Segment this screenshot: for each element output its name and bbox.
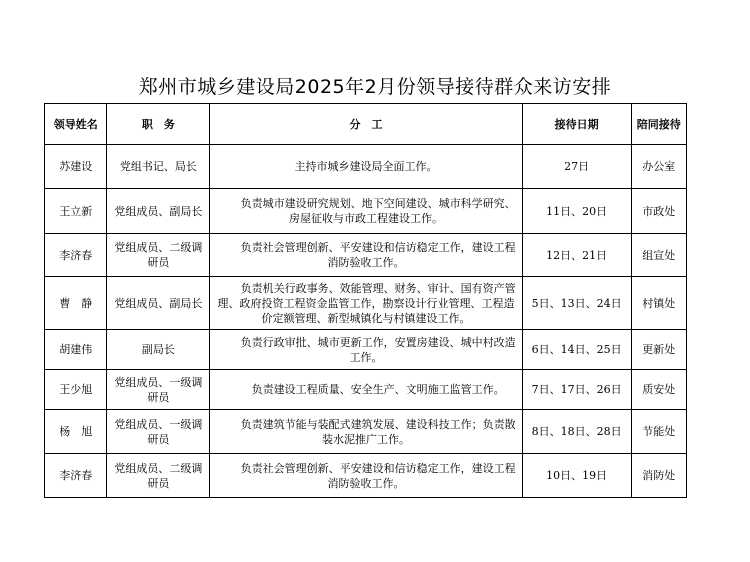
page-title: 郑州市城乡建设局2025年2月份领导接待群众来访安排 [138,76,612,98]
duties-text: 负责建筑节能与装配式建筑发展、建设科技工作；负责散装水泥推广工作。 [240,417,516,446]
duties-text: 主持市城乡建设局全面工作。 [294,160,438,173]
accompanying-dept: 办公室 [631,145,686,189]
accompanying-dept: 更新处 [631,330,686,370]
leader-duties [210,330,522,370]
duties-text: 负责社会管理创新、平安建设和信访稳定工作，建设工程消防验收工作。 [240,461,516,490]
duties-text: 负责建设工程质量、安全生产、文明施工监管工作。 [251,383,505,396]
duties-text: 负责社会管理创新、平安建设和信访稳定工作，建设工程消防验收工作。 [240,241,516,269]
header-duties: 分 工 [210,104,522,145]
header-reception-dates: 接待日期 [522,104,631,145]
leader-position: 党组成员、一级调研员 [107,370,210,410]
leader-duties [210,410,522,454]
accompanying-dept: 消防处 [631,454,686,498]
leader-name: 李济春 [45,234,107,277]
leader-position: 党组成员、副局长 [107,277,210,330]
accompanying-dept: 质安处 [631,370,686,410]
reception-dates: 27日 [522,145,631,189]
reception-dates: 5日、13日、24日 [522,277,631,330]
leader-duties [210,145,522,189]
leader-name: 王少旭 [45,370,107,410]
table-row [45,145,687,189]
reception-dates: 12日、21日 [522,234,631,277]
reception-dates: 8日、18日、28日 [522,410,631,454]
reception-dates: 6日、14日、25日 [522,330,631,370]
leader-position: 党组成员、二级调研员 [107,234,210,277]
header-position: 职 务 [107,104,210,145]
leader-duties [210,189,522,234]
table-header-row [45,104,687,145]
leader-name: 胡建伟 [45,330,107,370]
table-row [45,454,687,498]
duties-text: 负责城市建设研究规划、地下空间建设、城市科学研究、房屋征收与市政工程建设工作。 [240,197,516,225]
table-row [45,277,687,330]
leader-position: 党组成员、副局长 [107,189,210,234]
reception-dates: 7日、17日、26日 [522,370,631,410]
leader-name: 杨 旭 [45,410,107,454]
leader-name: 王立新 [45,189,107,234]
reception-schedule-table [44,103,687,498]
leader-position: 副局长 [107,330,210,370]
table-row [45,189,687,234]
leader-duties [210,370,522,410]
reception-dates: 10日、19日 [522,454,631,498]
leader-position: 党组书记、局长 [107,145,210,189]
accompanying-dept: 节能处 [631,410,686,454]
table-row [45,410,687,454]
table-row [45,234,687,277]
leader-name: 曹 静 [45,277,107,330]
reception-dates: 11日、20日 [522,189,631,234]
header-accompanying-dept: 陪同接待 [631,104,686,145]
leader-position: 党组成员、一级调研员 [107,410,210,454]
duties-text: 负责行政审批、城市更新工作，安置房建设、城中村改造工作。 [240,335,516,364]
table-row [45,370,687,410]
leader-duties [210,454,522,498]
leader-duties [210,277,522,330]
duties-text: 负责机关行政事务、效能管理、财务、审计、国有资产管理、政府投资工程资金监管工作，勘察设计行业管理、工程造价定额管理、新型城镇化与村镇建设工作。 [217,281,516,325]
accompanying-dept: 村镇处 [631,277,686,330]
leader-name: 苏建设 [45,145,107,189]
header-leader-name: 领导姓名 [45,104,107,145]
accompanying-dept: 市政处 [631,189,686,234]
leader-duties [210,234,522,277]
leader-position: 党组成员、二级调研员 [107,454,210,498]
table-row [45,330,687,370]
leader-name: 李济春 [45,454,107,498]
accompanying-dept: 组宣处 [631,234,686,277]
